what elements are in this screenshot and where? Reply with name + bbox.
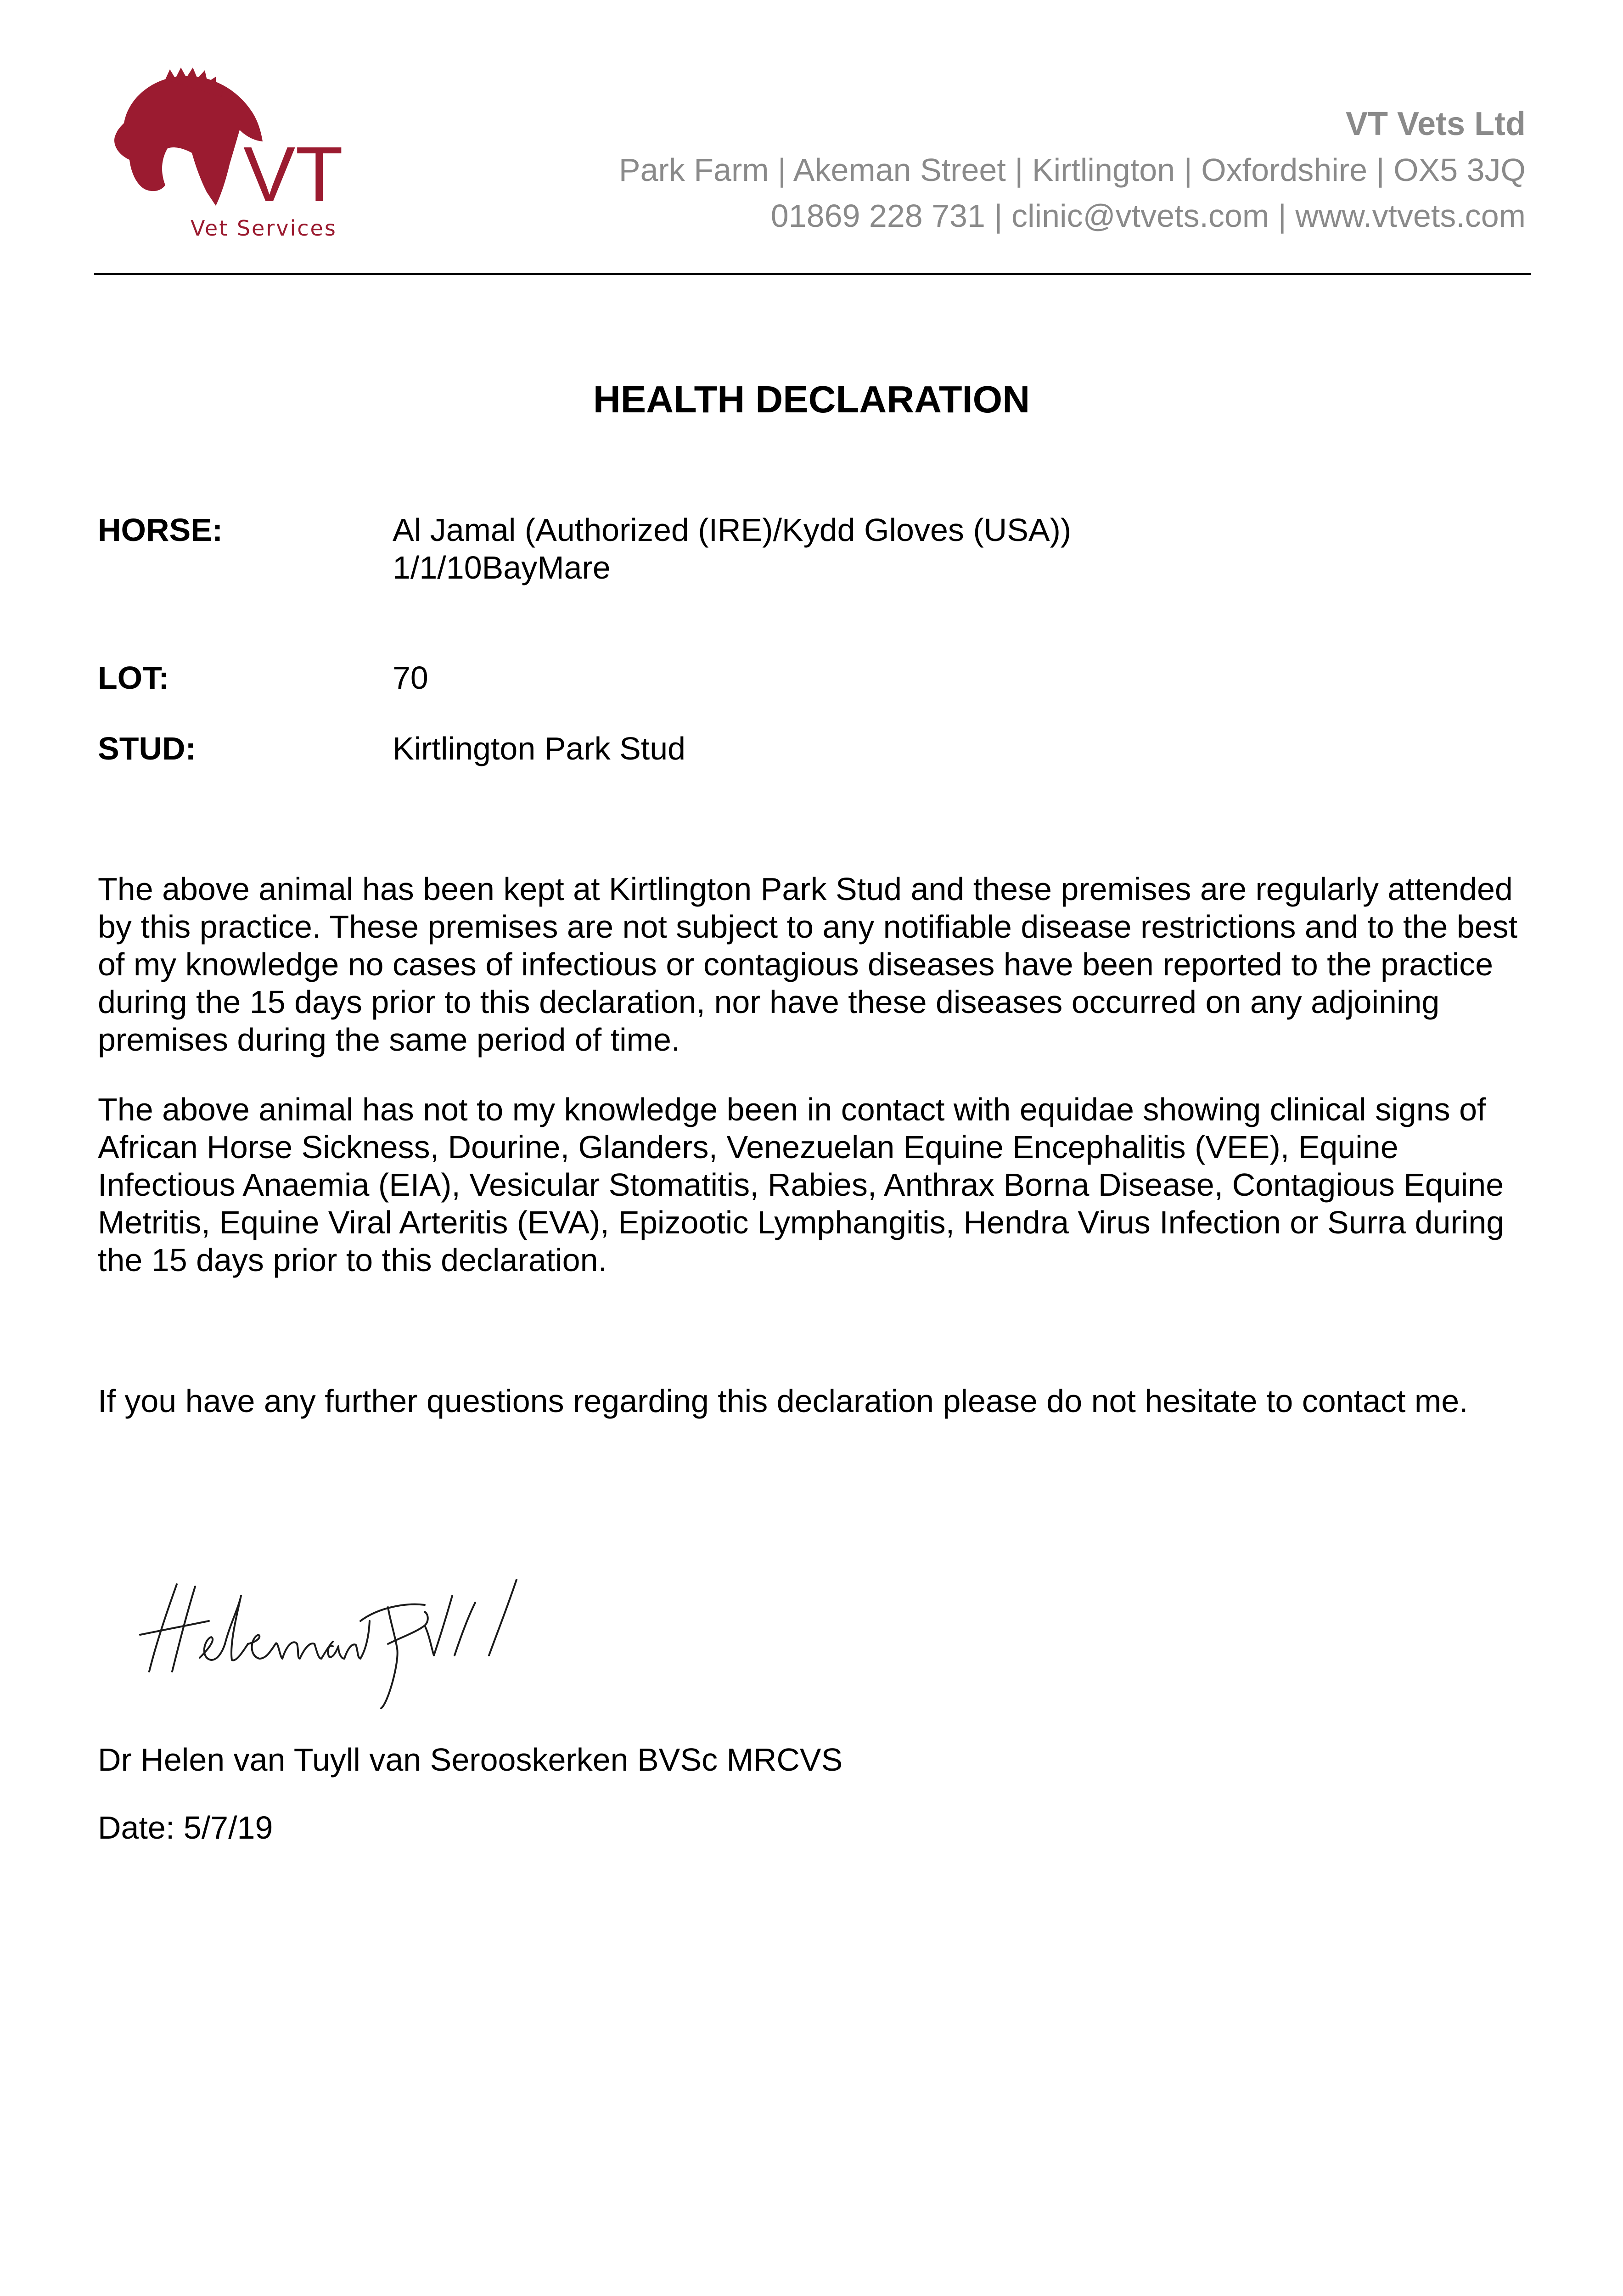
logo-tagline: Vet Services	[191, 216, 337, 241]
header-divider	[94, 273, 1531, 275]
horse-head-logo-icon	[92, 54, 349, 247]
stud-label: STUD:	[98, 731, 196, 766]
declaration-date: Date: 5/7/19	[98, 1810, 273, 1846]
declaration-paragraph-premises: The above animal has been kept at Kirtlington Park Stud and these premises are regularly attended by this practice. These premises are not subject to any notifiable disease restrictions and to the best of my knowledge no cases of infectious or contagious diseases have been reported to the practice during the 15 days prior to this declaration, nor have these diseases occurred on any adjoining premises during the same period of time.	[98, 871, 1518, 1058]
stud-value: Kirtlington Park Stud	[393, 731, 686, 766]
logo-letters: VT	[243, 131, 343, 218]
company-logo	[92, 54, 349, 247]
document-title: HEALTH DECLARATION	[593, 378, 1030, 421]
declaration-paragraph-diseases: The above animal has not to my knowledge been in contact with equidae showing clinical signs of African Horse Sickness, Dourine, Glanders, Venezuelan Equine Encephalitis (VEE), Equine Infectious Anaemia (EIA), Vesicular Stomatitis, Rabies, Anthrax Borna Disease, Contagious Equine Metritis, Equine Viral Arteritis (EVA), Epizootic Lymphangitis, Hendra Virus Infection or Surra during the 15 days prior to this declaration.	[98, 1092, 1505, 1278]
company-header	[619, 101, 1526, 239]
company-contact: 01869 228 731 | clinic@vtvets.com | www.vtvets.com	[770, 198, 1526, 234]
horse-value-line1: Al Jamal (Authorized (IRE)/Kydd Gloves (USA))	[393, 512, 1072, 548]
horse-value-line2: 1/1/10BayMare	[393, 550, 611, 585]
lot-label: LOT:	[98, 660, 169, 696]
handwritten-signature	[131, 1552, 544, 1717]
signature-icon	[131, 1552, 544, 1717]
horse-label: HORSE:	[98, 512, 223, 548]
contact-paragraph: If you have any further questions regarding this declaration please do not hesitate to contact me.	[98, 1383, 1468, 1419]
signatory-name: Dr Helen van Tuyll van Serooskerken BVSc MRCVS	[98, 1742, 843, 1778]
company-name: VT Vets Ltd	[1345, 106, 1526, 142]
company-address: Park Farm | Akeman Street | Kirtlington | Oxfordshire | OX5 3JQ	[618, 152, 1526, 188]
lot-value: 70	[393, 660, 428, 696]
